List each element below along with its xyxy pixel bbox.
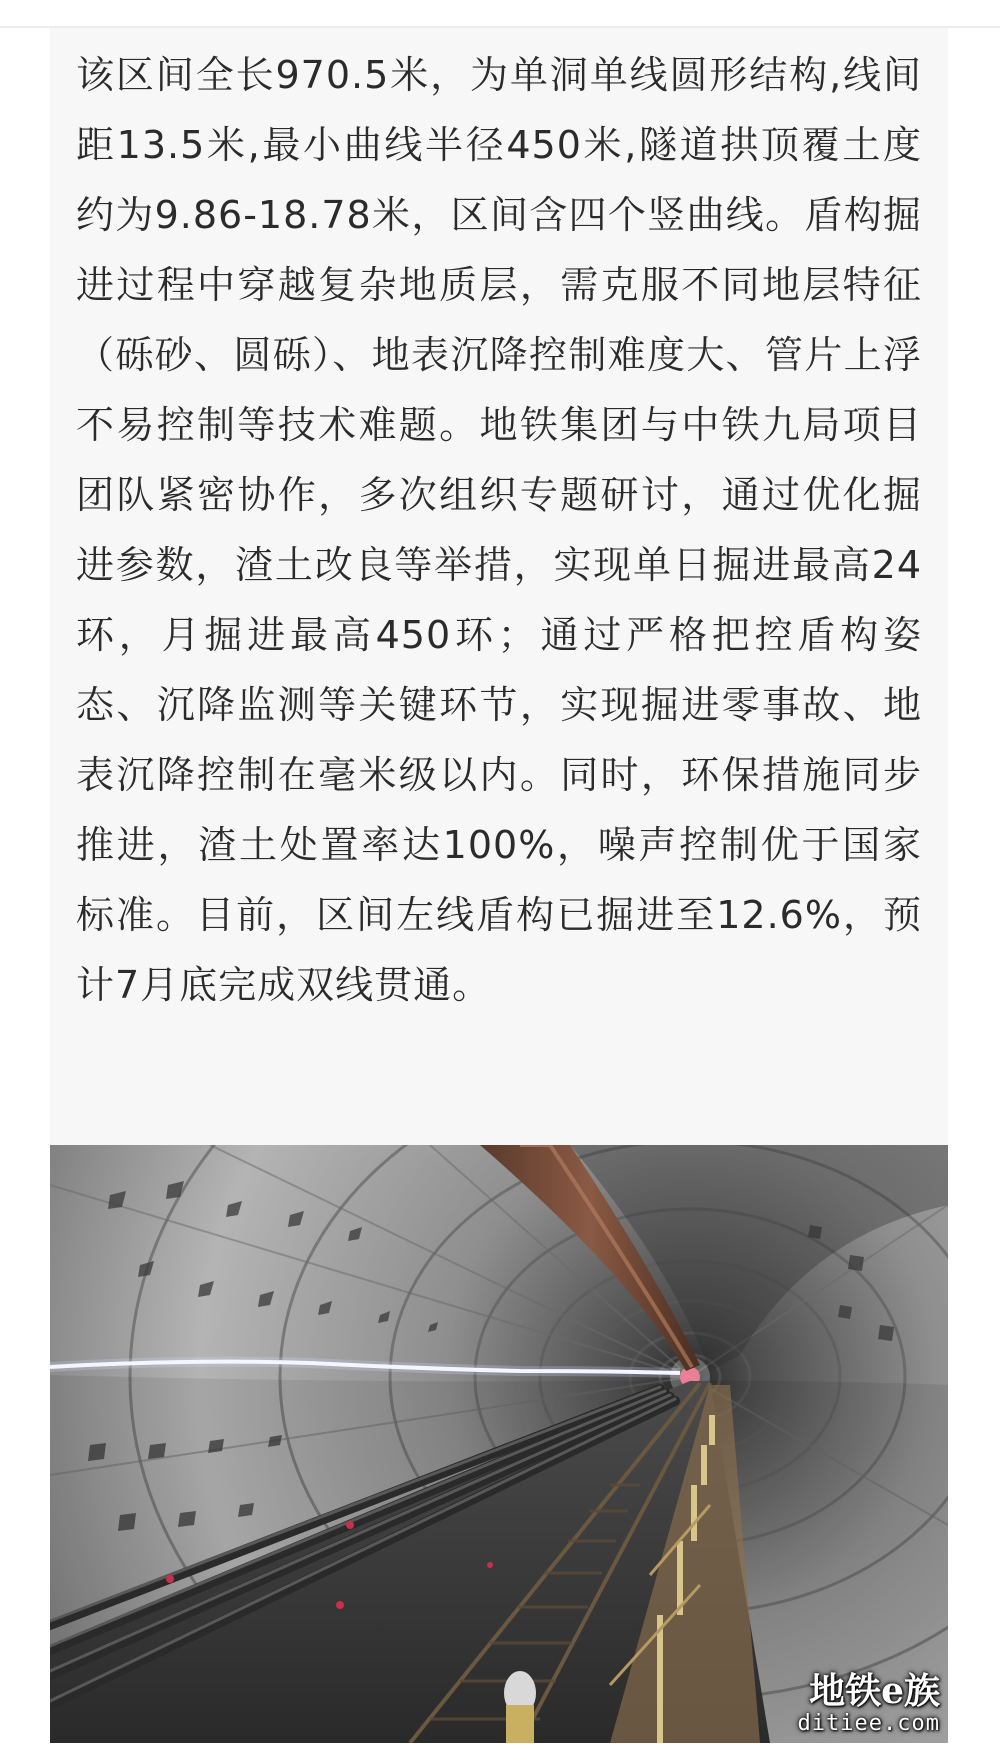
watermark-title: 地铁e族 <box>809 1670 940 1712</box>
site-watermark <box>798 1671 940 1737</box>
watermark-url: ditiee.com <box>797 1711 940 1736</box>
tunnel-illustration <box>50 1145 948 1743</box>
article-paragraph: 该区间全长970.5米，为单洞单线圆形结构,线间距13.5米,最小曲线半径450米,隧道拱顶覆土度约为9.86-18.78米，区间含四个竖曲线。盾构掘进过程中穿越复杂地质层，需克服不同地层特征（砾砂、圆砾）、地表沉降控制难度大、管片上浮不易控制等技术难题。地铁集团与中铁九局项目团队紧密协作，多次组织专题研讨，通过优化掘进参数，渣土改良等举措，实现单日掘进最高24环，月掘进最高450环；通过严格把控盾构姿态、沉降监测等关键环节，实现掘进零事故、地表沉降控制在毫米级以内。同时，环保措施同步推进，渣土处置率达100%，噪声控制优于国家标准。目前，区间左线盾构已掘进至12.6%，预计7月底完成双线贯通。 <box>76 53 922 1007</box>
tunnel-photo <box>50 1145 948 1743</box>
article-card <box>50 28 948 1145</box>
